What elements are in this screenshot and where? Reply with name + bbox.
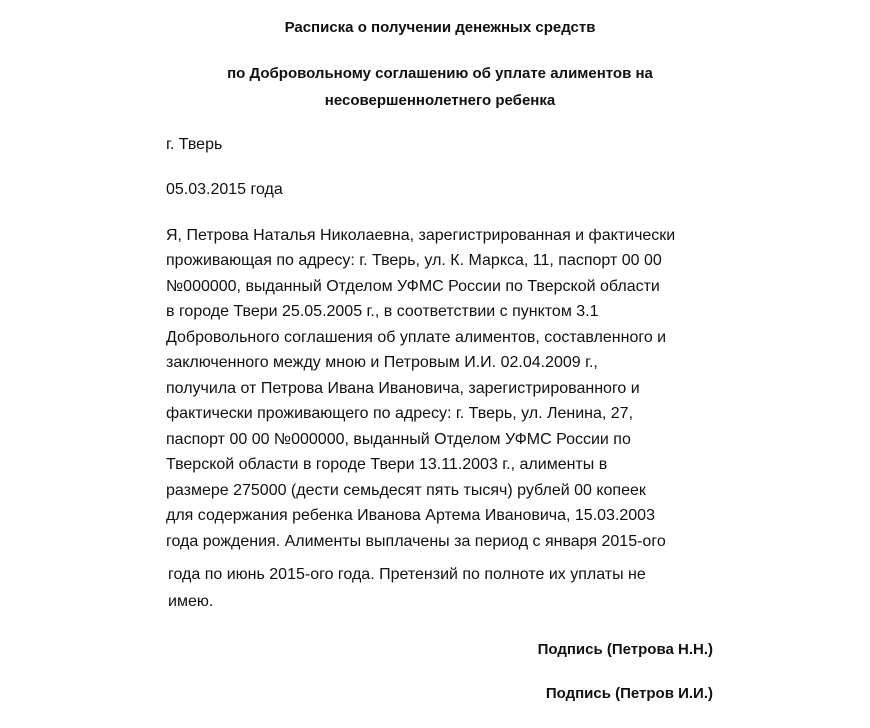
- body-line: паспорт 00 00 №000000, выданный Отделом УФМС России по: [166, 431, 631, 448]
- body-line: в городе Твери 25.05.2005 г., в соответствии с пунктом 3.1: [166, 303, 599, 320]
- body-line: года по июнь 2015-ого года. Претензий по полноте их уплаты не: [168, 566, 646, 583]
- body-line: года рождения. Алименты выплачены за период с января 2015-ого: [166, 533, 666, 550]
- document-city: г. Тверь: [166, 136, 223, 153]
- document-title: Расписка о получении денежных средств: [284, 19, 596, 36]
- body-line: для содержания ребенка Иванова Артема Ивановича, 15.03.2003: [166, 507, 655, 524]
- document-date: 05.03.2015 года: [166, 181, 283, 198]
- document-subtitle-line-2: несовершеннолетнего ребенка: [324, 92, 556, 109]
- signature-petrova: Подпись (Петрова Н.Н.): [537, 641, 713, 658]
- document-subtitle-line-1: по Добровольному соглашению об уплате алиментов на: [227, 65, 653, 82]
- body-line: Я, Петрова Наталья Николаевна, зарегистрированная и фактически: [166, 227, 676, 244]
- body-line: №000000, выданный Отделом УФМС России по Тверской области: [166, 278, 660, 295]
- body-line: Тверской области в городе Твери 13.11.2003 г., алименты в: [166, 456, 608, 473]
- body-line: проживающая по адресу: г. Тверь, ул. К. Маркса, 11, паспорт 00 00: [166, 252, 662, 269]
- body-line: размере 275000 (дести семьдесят пять тысяч) рублей 00 копеек: [166, 482, 646, 499]
- body-line: Добровольного соглашения об уплате алиментов, составленного и: [166, 329, 667, 346]
- body-line: заключенного между мною и Петровым И.И. 02.04.2009 г.,: [166, 354, 598, 371]
- body-line: фактически проживающего по адресу: г. Тверь, ул. Ленина, 27,: [166, 405, 634, 422]
- body-line: имею.: [168, 593, 214, 610]
- signature-petrov: Подпись (Петров И.И.): [545, 685, 713, 702]
- body-line: получила от Петрова Ивана Ивановича, зарегистрированного и: [166, 380, 640, 397]
